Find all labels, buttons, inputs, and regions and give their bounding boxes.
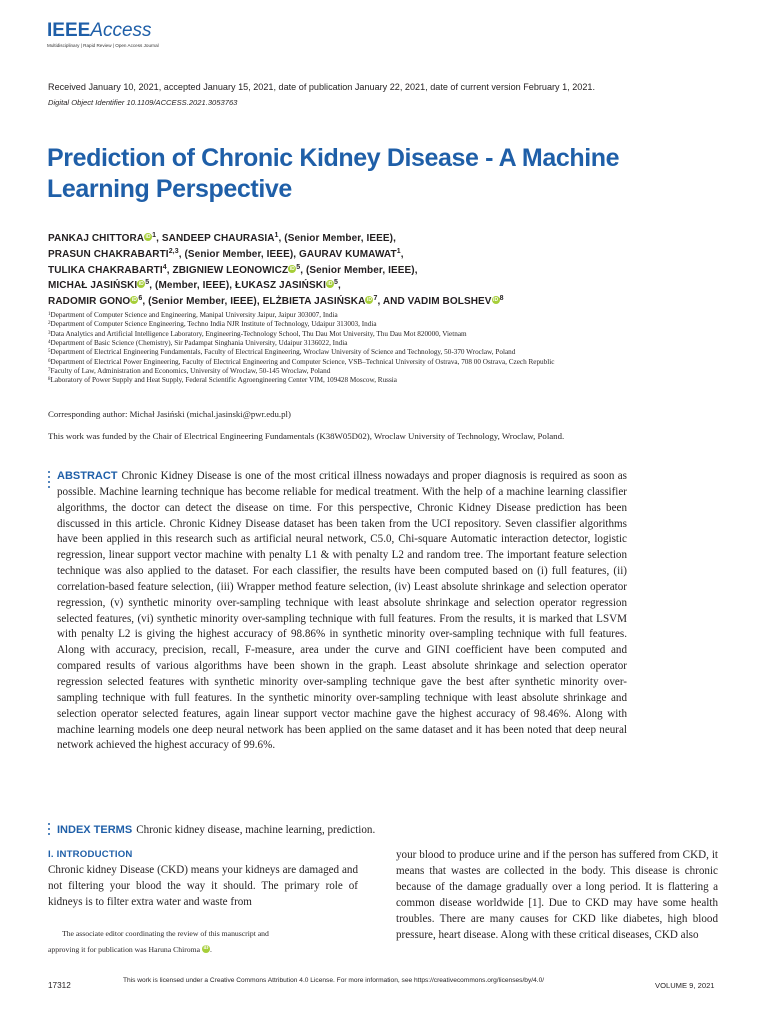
author-sep: , (400, 248, 404, 260)
intro-right-column: your blood to produce urine and if the person has suffered from CKD, it means that wastes are collected in the body. This disease is chronic because of the damage gradually over a long period. It is flattering a common disease worldwide [1]. Due to CKD may have some health troubles. There are many causes for CKD like diabetes, high blood pressure, heart disease. Along with these critical diseases, CKD also (396, 849, 718, 941)
author-name: , AND VADIM BOLSHEV (377, 296, 492, 308)
affiliation-2 (48, 320, 688, 329)
affiliation-1 (48, 311, 688, 320)
logo-tagline: Multidisciplinary | Rapid Review | Open Access Journal (47, 43, 159, 48)
author-line-1 (48, 231, 688, 247)
affil-number: 3 (48, 330, 51, 336)
author-role: , (Senior Member, IEEE), (278, 233, 396, 244)
affil-number: 1 (48, 312, 51, 317)
doi-line: Digital Object Identifier 10.1109/ACCESS.2021.3053763 (48, 98, 238, 107)
affil-text: Laboratory of Power Supply and Heat Supply, Federal Scientific Agroengineering Center VIM, 109428 Moscow, Russia (50, 376, 397, 385)
footnote-end: . (209, 945, 212, 954)
page-number: 17312 (48, 981, 71, 990)
journal-logo (47, 20, 159, 49)
license-note[interactable]: This work is licensed under a Creative Commons Attribution 4.0 License. For more information, see https://creativecommons.org/licenses/by/4.0/ (123, 977, 545, 984)
section-heading: I. INTRODUCTION (48, 849, 133, 860)
affil-sup: 1 (274, 232, 279, 239)
orcid-icon[interactable]: iD (138, 281, 144, 288)
affil-sup: 8 (499, 295, 504, 303)
affil-sup: 6 (138, 295, 143, 303)
affil-number: 4 (48, 340, 51, 346)
affiliation-3 (48, 330, 688, 339)
abstract (57, 469, 627, 754)
author-name: TULIKA CHAKRABARTI (48, 264, 163, 276)
affil-text: Department of Electrical Power Engineering, Faculty of Electrical Engineering and Computer Science, VSB–Technical University of Ostrava, 708 00 Ostrava, Czech Republic (50, 357, 555, 366)
author-line-2 (48, 247, 688, 263)
author-name: PRASUN CHAKRABARTI (48, 248, 169, 260)
orcid-icon[interactable]: iD (366, 297, 373, 304)
volume-label: VOLUME 9, 2021 (655, 981, 715, 990)
author-name: , ZBIGNIEW LEONOWICZ (166, 264, 289, 276)
abstract-text: Chronic Kidney Disease is one of the most critical illness nowadays and proper diagnosis is required as soon as possible. Machine learning technique has become reliable for medical treatment. With the help of a machine learning classifier algorithms, the doctor can detect the disease on time. For this perspective, Chronic Kidney Disease prediction has been discussed in this article. Chronic Kidney Disease dataset has been taken from the UCI repository. Seven classifier algorithms have been applied in this research such as artificial neural network, C5.0, Chi-square Automatic interaction detector, logistic regression, linear support vector machine with penalty L1 & with penalty L2 and random tree. The important feature selection technique was also applied to the dataset. For each classifier, the results have been computed based on (i) full features, (ii) correlation-based feature selection, (iii) Wrapper method feature selection, (iv) Least absolute shrinkage and selection operator regression, (v) synthetic minority over-sampling technique with least absolute shrinkage and selection operator regression selected features, (vi) synthetic minority over-sampling technique with full features. From the results, it is marked that LSVM with penalty L2 is giving the highest accuracy of 98.86% in synthetic minority over-sampling technique with full features. Along with accuracy, precision, recall, F-measure, area under the curve and GINI coefficient have been computed and compared results of various algorithms have been shown in the graph. Least absolute shrinkage and selection operator regression selected features with synthetic minority over-sampling technique gave the best after synthetic minority over-sampling technique with full features. In the synthetic minority over-sampling technique with least absolute shrinkage and selection operator selected features, again linear support vector machine gave the highest accuracy of 98.46%. Along with machine learning models one deep neural network has been applied on the same dataset and it has been noted that deep neural network achieved the highest accuracy of 99.6%. (57, 470, 627, 752)
orcid-icon[interactable]: iD (131, 297, 137, 304)
author-name: , (Member, IEEE), ŁUKASZ JASIŃSKI (149, 280, 326, 292)
abstract-label: ABSTRACT (57, 470, 118, 482)
index-terms-label: INDEX TERMS (57, 824, 133, 836)
affil-number: 8 (48, 377, 51, 383)
affil-sup: 5 (145, 279, 150, 287)
affil-text: Department of Computer Science and Engineering, Manipal University Jaipur, Jaipur 303007, India (50, 311, 338, 319)
paper-title: Prediction of Chronic Kidney Disease - A Machine Learning Perspective (47, 144, 620, 203)
affil-text: Department of Basic Science (Chemistry), Sir Padampat Singhania University, Udaipur 3136022, India (50, 339, 348, 348)
affiliation-5 (48, 348, 688, 357)
footnote-line-2 (48, 942, 360, 958)
author-line-3 (48, 263, 688, 279)
orcid-icon[interactable]: iD (327, 281, 333, 288)
logo-italic: Access (90, 20, 152, 41)
index-terms-marker (48, 823, 51, 838)
orcid-icon[interactable]: iD (492, 297, 499, 304)
affiliation-7 (48, 367, 688, 376)
logo-wordmark (47, 20, 159, 42)
affil-sup: 1 (396, 247, 401, 255)
footnote-text: approving it for publication was Haruna Chiroma (48, 945, 201, 954)
affil-text: Data Analytics and Artificial Intelligence Laboratory, Engineering-Technology School, Thu Dau Mot University, Thu Dau Mot 820000, Vietnam (50, 329, 467, 338)
author-name: , (Senior Member, IEEE), GAURAV KUMAWAT (178, 248, 397, 260)
affil-sup: 5 (333, 279, 338, 287)
editor-footnote (48, 926, 360, 958)
orcid-icon[interactable]: iD (289, 265, 295, 272)
funding-note: This work was funded by the Chair of Electrical Engineering Fundamentals (K38W05D02), Wroclaw University of Technology, Wroclaw, Poland. (48, 431, 565, 441)
affil-sup: 1 (152, 232, 157, 239)
abstract-marker (48, 471, 51, 491)
corresponding-author: Corresponding author: Michał Jasiński (michal.jasinski@pwr.edu.pl) (48, 409, 291, 419)
affiliation-8 (48, 376, 688, 385)
affil-sup: 2,3 (168, 247, 179, 255)
affil-number: 6 (48, 358, 51, 364)
author-name: PANKAJ CHITTORA (48, 233, 145, 244)
affiliation-4 (48, 339, 688, 348)
orcid-icon[interactable]: iD (145, 234, 151, 240)
received-dates: Received January 10, 2021, accepted January 15, 2021, date of publication January 22, 2021, date of current version February 1, 2021. (48, 82, 595, 92)
intro-left-column: Chronic kidney Disease (CKD) means your kidneys are damaged and not filtering your blood the way it should. The primary role of kidneys is to filter extra water and waste from (48, 864, 358, 908)
author-list (48, 231, 688, 310)
affil-number: 5 (48, 349, 51, 355)
index-terms-text: Chronic kidney disease, machine learning, prediction. (136, 824, 376, 836)
author-name: , (Senior Member, IEEE), ELŻBIETA JASIŃSKA (142, 296, 366, 308)
logo-bold: IEEE (47, 20, 91, 41)
author-line-4 (48, 278, 688, 294)
author-name: RADOMIR GONO (48, 296, 131, 308)
affil-sup: 4 (162, 263, 167, 271)
index-terms (57, 823, 375, 838)
affil-sup: 7 (373, 295, 378, 303)
footnote-line-1: The associate editor coordinating the review of this manuscript and (62, 929, 269, 938)
affil-number: 7 (48, 368, 51, 374)
affil-text: Department of Electrical Engineering Fundamentals, Faculty of Electrical Engineering, Wroclaw University of Science and Technology, 50-370 Wroclaw, Poland (50, 348, 516, 357)
affil-text: Department of Computer Science Engineering, Techno India NJR Institute of Technology, Udaipur 313003, India (50, 320, 377, 329)
author-name: , SANDEEP CHAURASIA (156, 233, 275, 244)
affiliation-list (48, 311, 688, 386)
affiliation-6 (48, 358, 623, 367)
author-line-5 (48, 294, 688, 310)
author-role: , (Senior Member, IEEE), (300, 264, 418, 276)
author-sep: , (337, 280, 341, 292)
affil-number: 2 (48, 321, 51, 327)
orcid-icon[interactable]: iD (203, 946, 209, 951)
affil-text: Faculty of Law, Administration and Economics, University of Wroclaw, 50-145 Wroclaw, Poland (50, 367, 331, 376)
author-name: MICHAŁ JASIŃSKI (48, 280, 138, 292)
affil-sup: 5 (296, 263, 301, 271)
